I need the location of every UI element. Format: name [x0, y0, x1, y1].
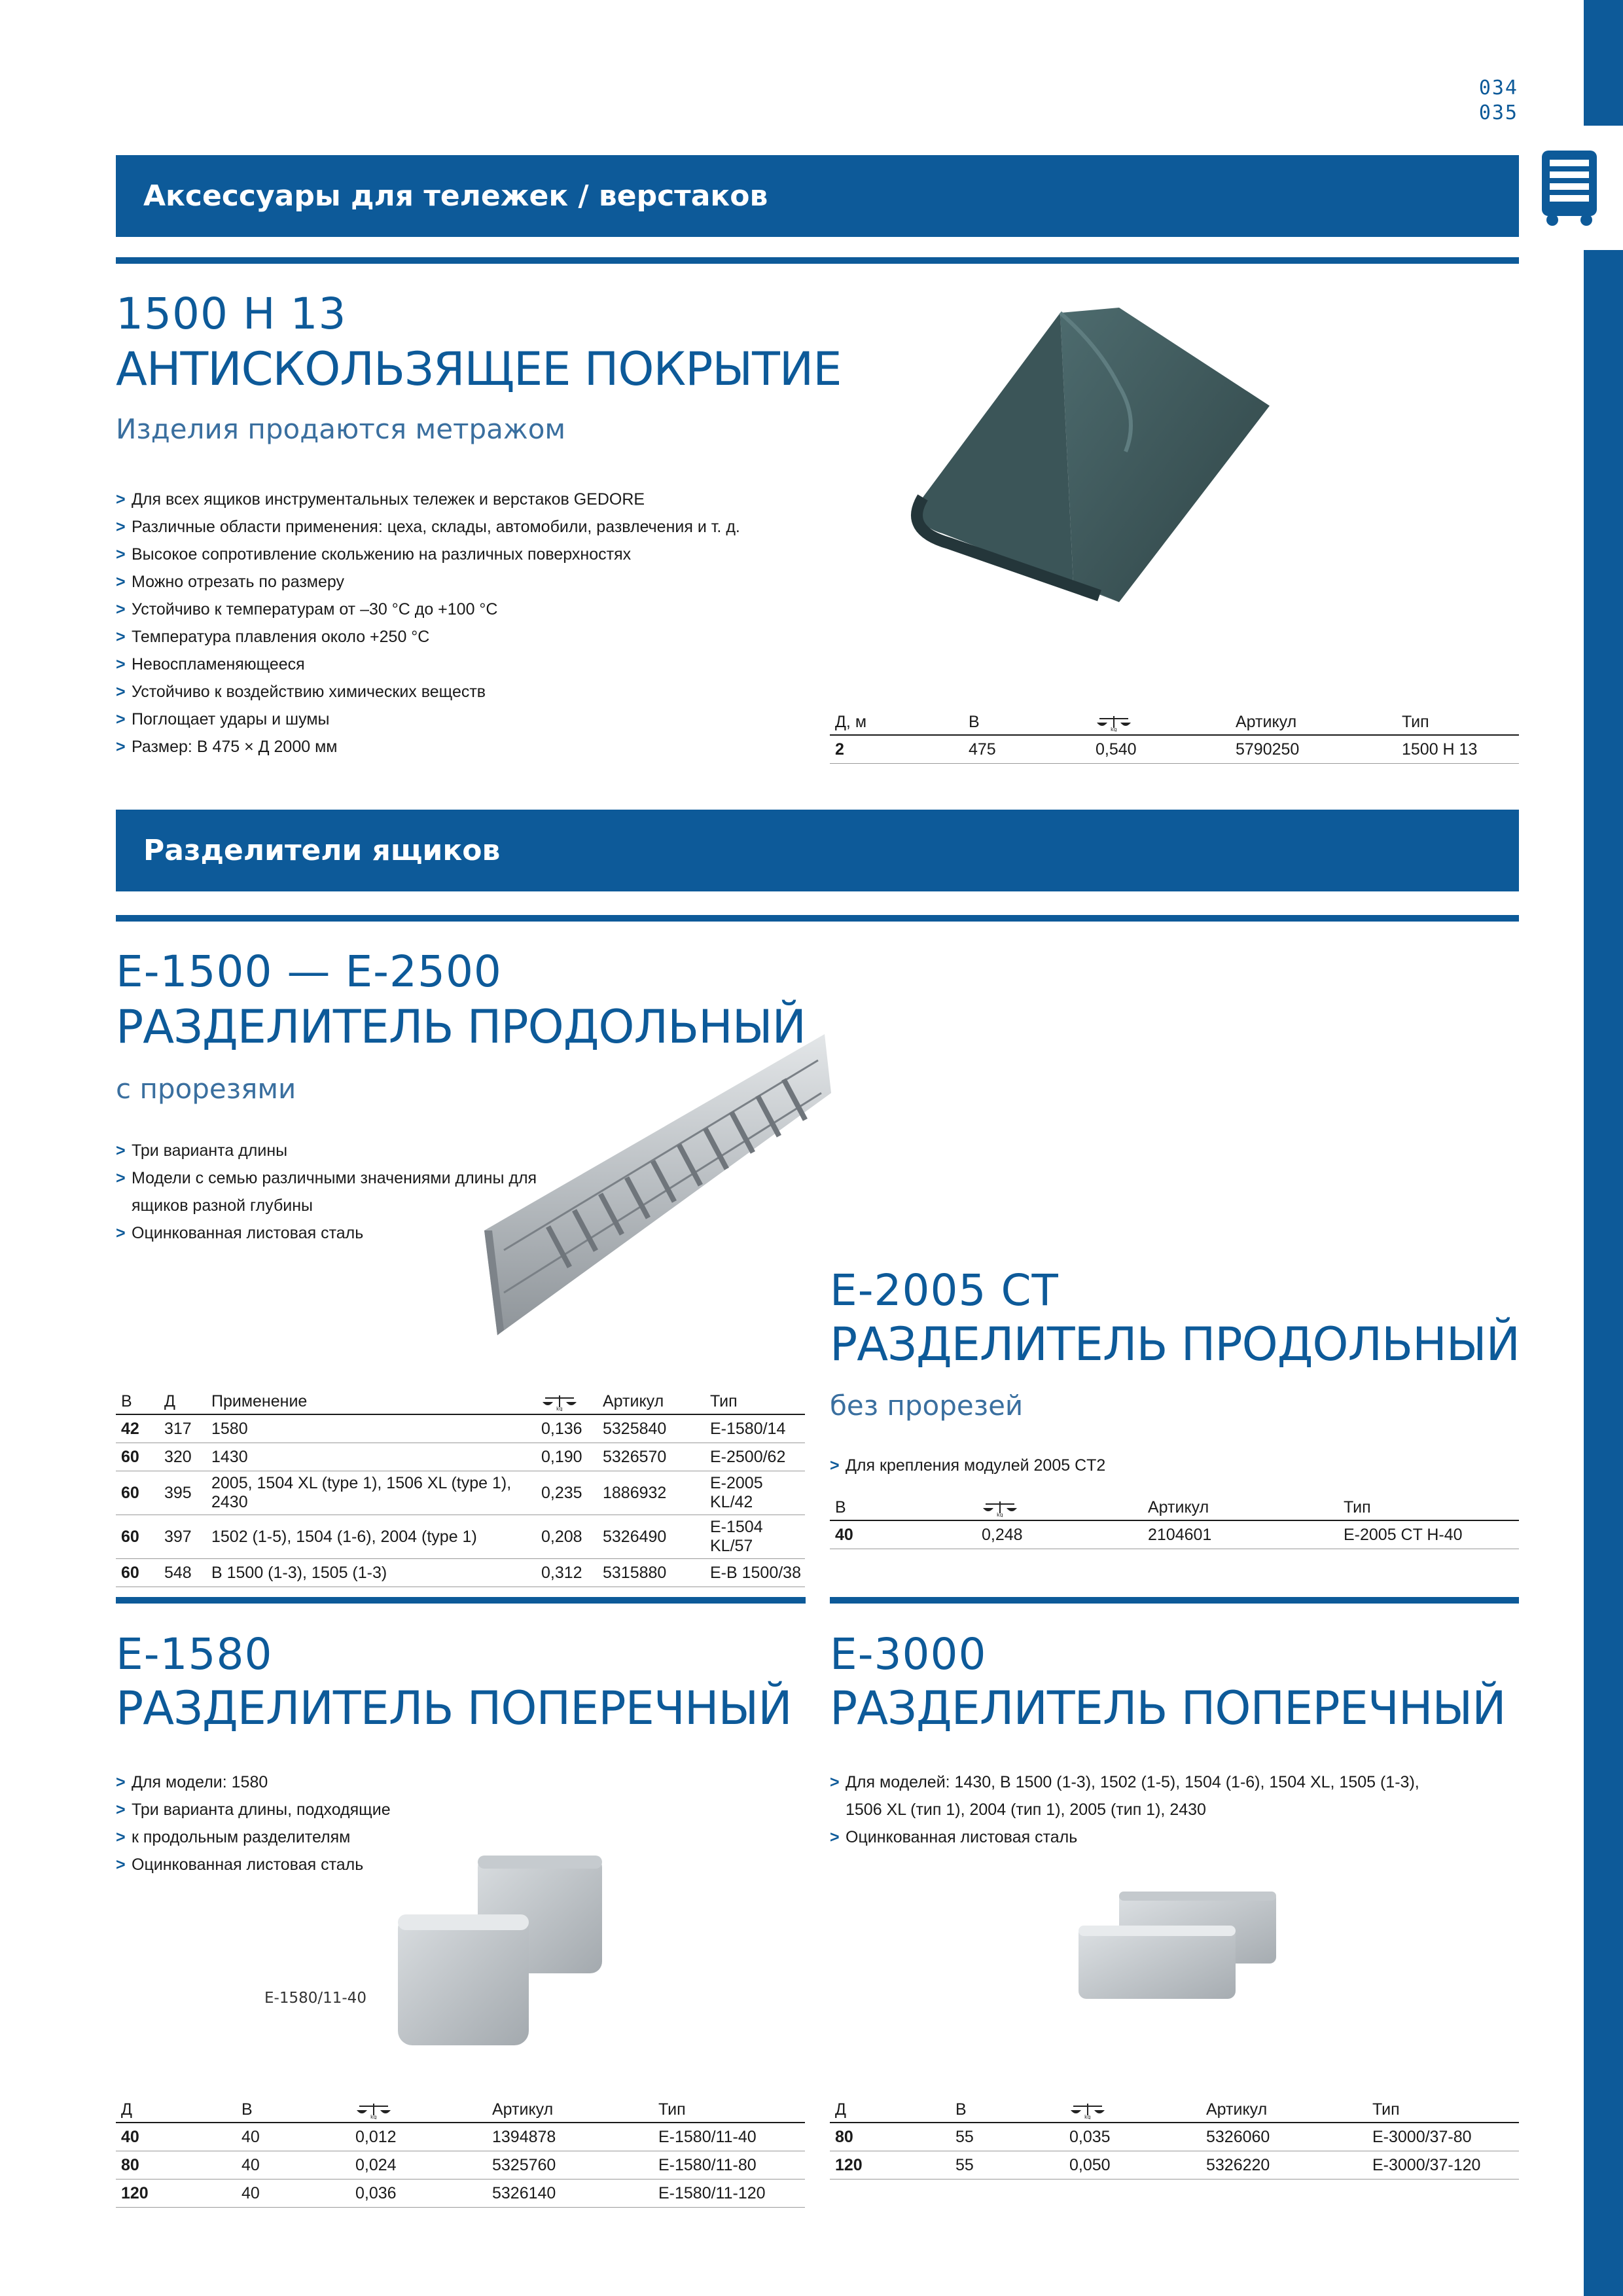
feature-item: > Поглощает удары и шумы — [116, 706, 836, 733]
product-name: РАЗДЕЛИТЕЛЬ ПОПЕРЕЧНЫЙ — [830, 1681, 1506, 1735]
table-cell: 5325840 — [597, 1414, 705, 1443]
feature-item: 1506 XL (тип 1), 2004 (тип 1), 2005 (тип 1), 2430 — [846, 1801, 1206, 1819]
spec-table-e2005 — [830, 1492, 1519, 1549]
feature-item: > Оцинкованная листовая сталь — [116, 1851, 508, 1878]
table-row — [116, 1515, 805, 1559]
table-cell: 0,012 — [350, 2123, 487, 2151]
feature-item: > Модели с семью различными значениями длины для — [116, 1164, 574, 1192]
image-caption: E-1580/11-40 — [264, 1990, 366, 2007]
feature-item: > Различные области применения: цеха, склады, автомобили, развлечения и т. д. — [116, 513, 836, 541]
table-cell: E-2005 CT H-40 — [1338, 1520, 1519, 1549]
table-cell: E-2500/62 — [705, 1443, 805, 1471]
table-cell: 55 — [950, 2123, 1064, 2151]
feature-item: ящиков разной глубины — [132, 1196, 313, 1215]
table-cell: 40 — [236, 2179, 350, 2208]
table-row — [116, 1559, 805, 1587]
table-row — [116, 2123, 805, 2151]
product-subtitle: Изделия продаются метражом — [116, 413, 566, 445]
table-row — [116, 2179, 805, 2208]
column-header: Артикул — [1143, 1492, 1338, 1520]
scale-kg-icon — [1096, 713, 1132, 732]
table-cell: 40 — [236, 2123, 350, 2151]
feature-item: > Размер: В 475 × Д 2000 мм — [116, 733, 836, 761]
scale-kg-icon — [1069, 2101, 1106, 2119]
table-cell: 5326570 — [597, 1443, 705, 1471]
table-cell: 1580 — [206, 1414, 536, 1443]
column-header — [976, 1492, 1143, 1520]
table-cell: 0,540 — [1090, 735, 1230, 764]
table-cell: 0,136 — [536, 1414, 597, 1443]
table-cell: 40 — [116, 2123, 236, 2151]
product-name: РАЗДЕЛИТЕЛЬ ПРОДОЛЬНЫЙ — [830, 1318, 1520, 1371]
section-rule — [830, 1597, 1519, 1604]
table-cell: 397 — [159, 1515, 206, 1559]
feature-item: > к продольным разделителям — [116, 1823, 508, 1851]
feature-item: > Для моделей: 1430, B 1500 (1-3), 1502 (1-5), 1504 (1-6), 1504 XL, 1505 (1-3), — [830, 1768, 1517, 1796]
column-header: Тип — [1338, 1492, 1519, 1520]
column-header — [1064, 2094, 1201, 2123]
table-cell: 2 — [830, 735, 963, 764]
table-cell: 40 — [236, 2151, 350, 2179]
column-header: Тип — [1367, 2094, 1519, 2123]
table-cell: 0,036 — [350, 2179, 487, 2208]
scale-kg-icon — [355, 2101, 392, 2119]
table-cell: 5326490 — [597, 1515, 705, 1559]
table-cell: 120 — [116, 2179, 236, 2208]
feature-item: > Температура плавления около +250 °C — [116, 623, 836, 651]
scale-kg-icon — [541, 1393, 578, 1411]
product-code: E-1580 — [116, 1629, 273, 1679]
table-cell: 1500 H 13 — [1397, 735, 1519, 764]
table-cell: 40 — [830, 1520, 976, 1549]
column-header: В — [116, 1386, 159, 1414]
feature-item: > Устойчиво к температурам от –30 °C до +100 °C — [116, 596, 836, 623]
feature-list — [830, 1768, 1517, 1851]
table-cell: 5326140 — [487, 2179, 653, 2208]
section-rule — [116, 257, 1519, 264]
table-cell: 2104601 — [1143, 1520, 1338, 1549]
anti-slip-mat-image — [903, 308, 1296, 609]
tool-cart-icon — [1539, 149, 1602, 226]
feature-item: > Высокое сопротивление скольжению на различных поверхностях — [116, 541, 836, 568]
feature-item: > Невоспламеняющееся — [116, 651, 836, 678]
product-subtitle: без прорезей — [830, 1390, 1024, 1422]
table-cell: E-2005 KL/42 — [705, 1471, 805, 1515]
table-cell: 55 — [950, 2151, 1064, 2179]
table-cell: 5325760 — [487, 2151, 653, 2179]
column-header — [536, 1386, 597, 1414]
section-rule — [116, 1597, 806, 1604]
column-header: В — [830, 1492, 976, 1520]
feature-item: > Устойчиво к воздействию химических веществ — [116, 678, 836, 706]
table-row — [830, 1520, 1519, 1549]
table-row — [116, 1471, 805, 1515]
column-header: Артикул — [1201, 2094, 1367, 2123]
table-cell: 0,312 — [536, 1559, 597, 1587]
table-cell: 548 — [159, 1559, 206, 1587]
table-row — [830, 2123, 1519, 2151]
svg-text:kg: kg — [370, 2114, 377, 2119]
feature-item: > Три варианта длины — [116, 1137, 574, 1164]
table-cell: 0,248 — [976, 1520, 1143, 1549]
table-cell: 1502 (1-5), 1504 (1-6), 2004 (type 1) — [206, 1515, 536, 1559]
table-row — [116, 1443, 805, 1471]
spec-table-e1500 — [116, 1386, 805, 1587]
table-cell: 0,050 — [1064, 2151, 1201, 2179]
table-cell: 60 — [116, 1515, 159, 1559]
table-cell: 475 — [963, 735, 1090, 764]
column-header: Тип — [705, 1386, 805, 1414]
side-bar — [1584, 250, 1623, 2296]
table-cell: 80 — [116, 2151, 236, 2179]
section-banner-dividers: Разделители ящиков — [116, 810, 1519, 891]
table-cell: 2005, 1504 XL (type 1), 1506 XL (type 1), 2430 — [206, 1471, 536, 1515]
table-cell: 0,035 — [1064, 2123, 1201, 2151]
column-header: Артикул — [487, 2094, 653, 2123]
product-name: РАЗДЕЛИТЕЛЬ ПРОДОЛЬНЫЙ — [116, 1000, 806, 1054]
feature-item: > Оцинкованная листовая сталь — [830, 1823, 1517, 1851]
table-cell: 320 — [159, 1443, 206, 1471]
column-header: В — [950, 2094, 1064, 2123]
svg-text:kg: kg — [556, 1406, 563, 1411]
product-subtitle: с прорезями — [116, 1073, 296, 1105]
column-header: В — [963, 707, 1090, 735]
side-tab-top — [1584, 0, 1623, 126]
column-header: Д — [159, 1386, 206, 1414]
slotted-divider-image — [478, 1034, 831, 1342]
table-cell: E-1504 KL/57 — [705, 1515, 805, 1559]
table-cell: B 1500 (1-3), 1505 (1-3) — [206, 1559, 536, 1587]
table-cell: E-1580/14 — [705, 1414, 805, 1443]
svg-text:kg: kg — [997, 1512, 1003, 1517]
product-code: E-2005 CT — [830, 1265, 1059, 1316]
spec-table-e3000 — [830, 2094, 1519, 2179]
feature-item: > Оцинкованная листовая сталь — [116, 1219, 574, 1247]
table-cell: 0,235 — [536, 1471, 597, 1515]
product-code: E-3000 — [830, 1629, 987, 1679]
section-rule — [116, 915, 1519, 922]
table-cell: 120 — [830, 2151, 950, 2179]
svg-text:kg: kg — [1111, 726, 1117, 732]
column-header: Тип — [653, 2094, 805, 2123]
table-row — [830, 735, 1519, 764]
table-cell: 5326220 — [1201, 2151, 1367, 2179]
svg-text:kg: kg — [1084, 2114, 1091, 2119]
feature-item: > Для модели: 1580 — [116, 1768, 508, 1796]
table-cell: 0,190 — [536, 1443, 597, 1471]
table-cell: E-B 1500/38 — [705, 1559, 805, 1587]
table-cell: E-3000/37-80 — [1367, 2123, 1519, 2151]
column-header: Д — [116, 2094, 236, 2123]
table-cell: 80 — [830, 2123, 950, 2151]
table-cell: 60 — [116, 1559, 159, 1587]
table-cell: 60 — [116, 1471, 159, 1515]
table-cell: E-1580/11-120 — [653, 2179, 805, 2208]
table-cell: 5790250 — [1230, 735, 1397, 764]
table-cell: 5326060 — [1201, 2123, 1367, 2151]
column-header: В — [236, 2094, 350, 2123]
table-cell: 0,208 — [536, 1515, 597, 1559]
table-cell: 317 — [159, 1414, 206, 1443]
spec-table-mat — [830, 707, 1519, 764]
column-header — [350, 2094, 487, 2123]
scale-kg-icon — [982, 1499, 1018, 1517]
column-header: Артикул — [1230, 707, 1397, 735]
page-number-left: 034 — [1478, 77, 1518, 99]
table-cell: 1430 — [206, 1443, 536, 1471]
product-code: E-1500 — E-2500 — [116, 946, 502, 997]
feature-item: > Можно отрезать по размеру — [116, 568, 836, 596]
table-row — [116, 1414, 805, 1443]
table-row — [116, 2151, 805, 2179]
cross-divider-image-e1580 — [393, 1849, 615, 2052]
table-cell: 60 — [116, 1443, 159, 1471]
cross-divider-image-e3000 — [1073, 1885, 1283, 2003]
feature-item: > Три варианта длины, подходящие — [116, 1796, 508, 1823]
feature-item: > Для всех ящиков инструментальных тележек и верстаков GEDORE — [116, 486, 836, 513]
table-cell: E-1580/11-40 — [653, 2123, 805, 2151]
product-name: АНТИСКОЛЬЗЯЩЕЕ ПОКРЫТИЕ — [116, 342, 842, 396]
feature-item: > Для крепления модулей 2005 CT2 — [830, 1452, 1484, 1479]
table-cell: 0,024 — [350, 2151, 487, 2179]
feature-list — [116, 486, 836, 761]
table-row — [830, 2151, 1519, 2179]
column-header: Артикул — [597, 1386, 705, 1414]
column-header: Тип — [1397, 707, 1519, 735]
column-header: Применение — [206, 1386, 536, 1414]
column-header: Д — [830, 2094, 950, 2123]
column-header — [1090, 707, 1230, 735]
table-cell: 42 — [116, 1414, 159, 1443]
table-cell: 1394878 — [487, 2123, 653, 2151]
product-name: РАЗДЕЛИТЕЛЬ ПОПЕРЕЧНЫЙ — [116, 1681, 792, 1735]
table-cell: 395 — [159, 1471, 206, 1515]
column-header: Д, м — [830, 707, 963, 735]
table-cell: E-3000/37-120 — [1367, 2151, 1519, 2179]
section-banner-accessories: Аксессуары для тележек / верстаков — [116, 155, 1519, 237]
spec-table-e1580 — [116, 2094, 805, 2208]
table-cell: E-1580/11-80 — [653, 2151, 805, 2179]
feature-list — [830, 1452, 1484, 1479]
table-cell: 1886932 — [597, 1471, 705, 1515]
product-code: 1500 H 13 — [116, 289, 347, 339]
table-cell: 5315880 — [597, 1559, 705, 1587]
page-number-right: 035 — [1478, 101, 1518, 124]
